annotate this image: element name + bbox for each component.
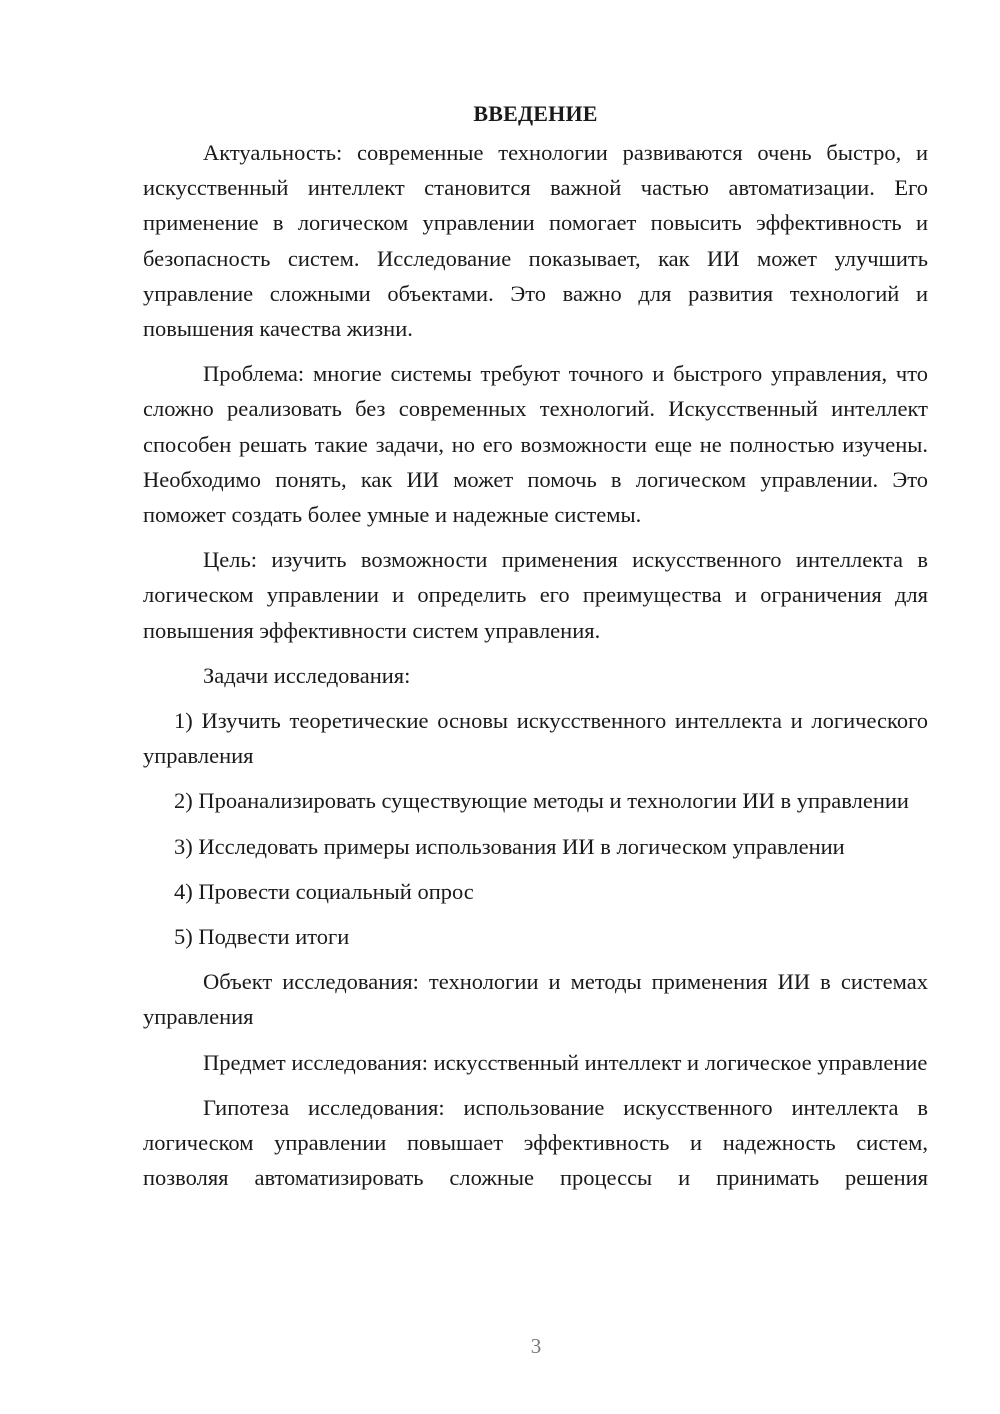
paragraph-object: Объект исследования: технологии и методы применения ИИ в системах управления — [143, 969, 928, 1030]
task-item-3: 3) Исследовать примеры использования ИИ в логическом управлении — [174, 833, 845, 859]
section-title: ВВЕДЕНИЕ — [473, 101, 598, 126]
page-content — [143, 96, 928, 1195]
page-number: 3 — [530, 1334, 542, 1358]
paragraph-tasks-heading: Задачи исследования: — [203, 662, 411, 688]
task-item-1: 1) Изучить теоретические основы искусственного интеллекта и логического управления — [143, 708, 928, 769]
paragraph-subject: Предмет исследования: искусственный интеллект и логическое управление — [203, 1049, 928, 1075]
paragraph-goal: Цель: изучить возможности применения искусственного интеллекта в логическом управлении и определить его преимущества и ограничения для повышения эффективности систем управления. — [143, 547, 928, 643]
paragraph-relevance: Актуальность: современные технологии развиваются очень быстро, и искусственный интеллект становится важной частью автоматизации. Его применение в логическом управлении помогает повысить эффективность и безопасность систем. Исследование показывает, как ИИ может улучшить управление сложными объектами. Это важно для развития технологий и повышения качества жизни. — [143, 140, 928, 342]
task-item-5: 5) Подвести итоги — [174, 924, 350, 950]
paragraph-hypothesis: Гипотеза исследования: использование искусственного интеллекта в логическом управлении повышает эффективность и надежность систем, позволяя автоматизировать сложные процессы и принимать решения — [143, 1094, 928, 1191]
task-item-2: 2) Проанализировать существующие методы и технологии ИИ в управлении — [174, 788, 909, 814]
paragraph-problem: Проблема: многие системы требуют точного и быстрого управления, что сложно реализовать без современных технологий. Искусственный интеллект способен решать такие задачи, но его возможности еще не полностью изучены. Необходимо понять, как ИИ может помочь в логическом управлении. Это поможет создать более умные и надежные системы. — [143, 361, 928, 528]
task-item-4: 4) Провести социальный опрос — [174, 878, 474, 904]
